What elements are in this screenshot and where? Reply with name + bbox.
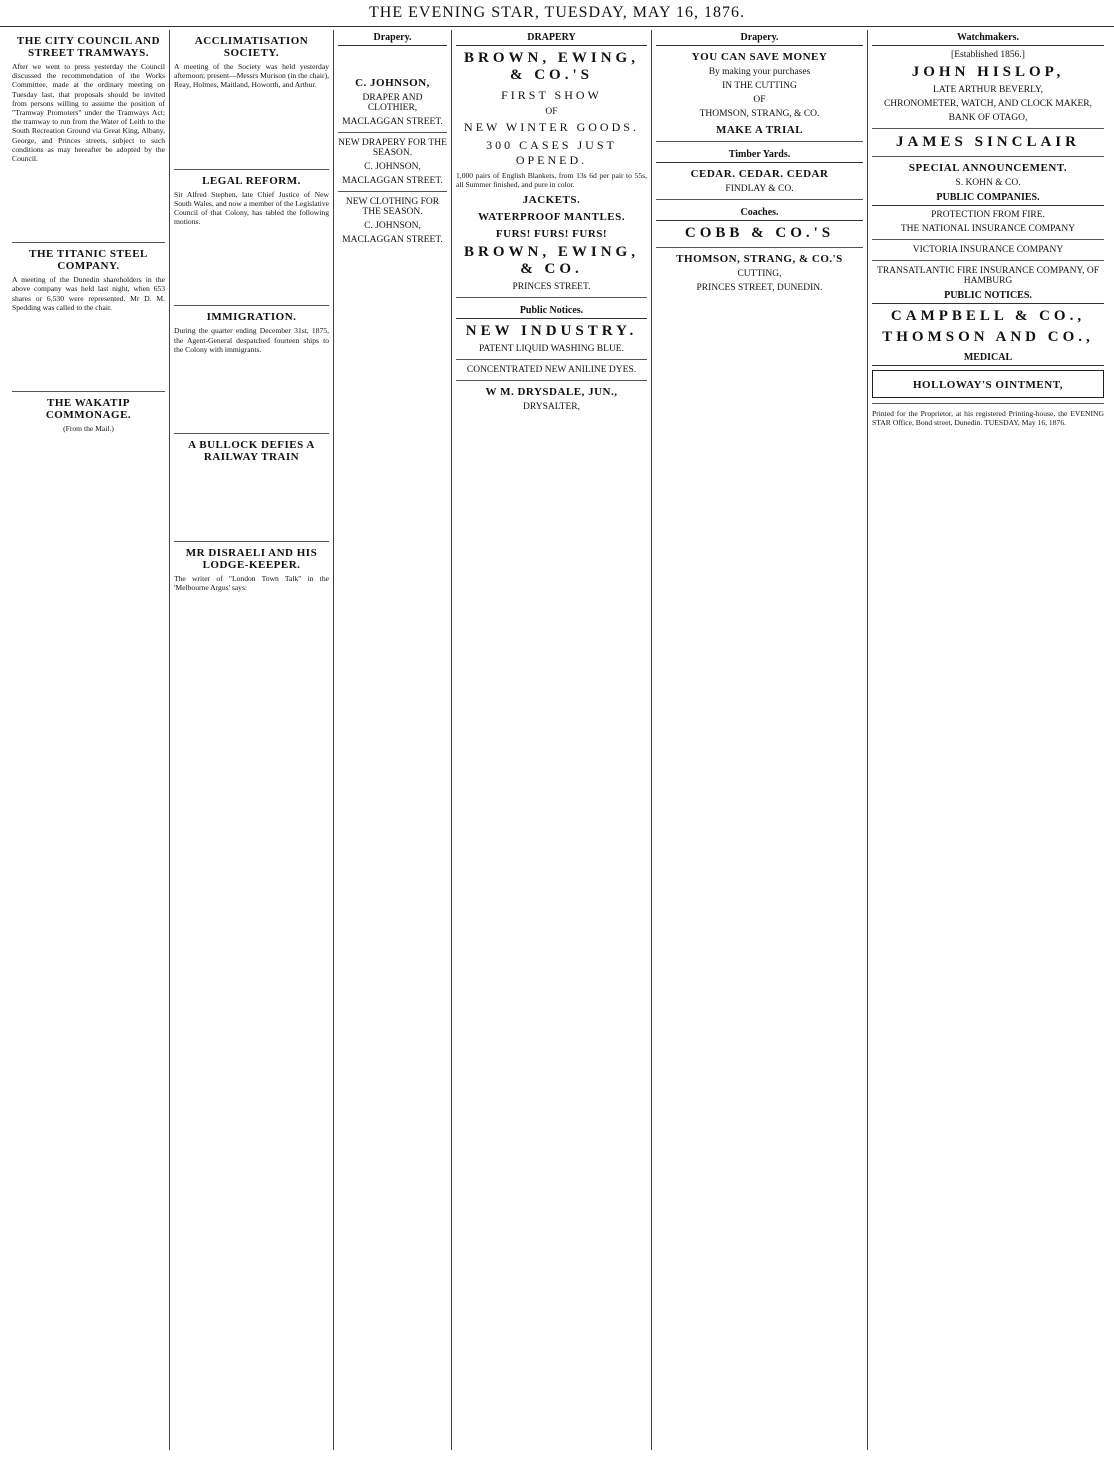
ad-subtitle: FIRST SHOW <box>501 88 602 102</box>
ad-heading: YOU CAN SAVE MONEY <box>691 51 828 63</box>
ad-address: MACLAGGAN STREET. <box>342 117 443 127</box>
ad-firm: THOMSON, STRANG, & CO.'S <box>676 253 843 265</box>
section-header: MEDICAL <box>872 350 1104 366</box>
article-heading: ACCLIMATISATION SOCIETY. <box>194 35 309 59</box>
column-5 <box>652 30 868 1450</box>
ad-firm: S. KOHN & CO. <box>955 178 1021 188</box>
ad-heading: FURS! FURS! FURS! <box>495 228 608 241</box>
ad-title: NEW DRAPERY FOR THE SEASON. <box>338 138 447 158</box>
ad-heading: HOLLOWAY'S OINTMENT, <box>913 379 1063 391</box>
section-header: PUBLIC NOTICES. <box>872 288 1104 304</box>
ad-text: By making your purchases <box>708 67 811 77</box>
section-header: Coaches. <box>656 205 863 221</box>
article-heading: THE WAKATIP COMMONAGE. <box>45 397 132 422</box>
ad-text: OF <box>753 95 766 105</box>
ad-brand: COBB & CO.'S <box>684 225 835 241</box>
ad-heading: TRANSATLANTIC FIRE INSURANCE COMPANY, OF HAMBURG <box>877 266 1099 286</box>
ad-cases: 300 CASES JUST OPENED. <box>486 138 617 167</box>
ad-heading: PATENT LIQUID WASHING BLUE. <box>479 344 624 355</box>
ad-trade: DRYSALTER, <box>523 402 580 413</box>
article-text: During the quarter ending December 31st, 1875, the Agent-General despatched fourteen ships to the Colony with immigrants. <box>174 326 329 354</box>
ad-heading: NEW INDUSTRY. <box>465 323 638 340</box>
article-heading: IMMIGRATION. <box>206 311 297 324</box>
section-header: DRAPERY <box>456 30 647 46</box>
ad-heading: CEDAR. CEDAR. CEDAR <box>690 168 829 180</box>
column-3 <box>334 30 452 1450</box>
ad-subtitle: C. JOHNSON, <box>364 162 421 172</box>
ad-address: MACLAGGAN STREET. <box>342 176 443 186</box>
section-header: Timber Yards. <box>656 147 863 163</box>
ad-brand: THOMSON AND CO., <box>882 329 1094 345</box>
column-4 <box>452 30 652 1450</box>
ad-seller: W M. DRYSDALE, JUN., <box>485 386 618 399</box>
ad-trade: CHRONOMETER, WATCH, AND CLOCK MAKER, <box>883 99 1093 109</box>
ad-heading: WATERPROOF MANTLES. <box>477 211 625 224</box>
ad-address: PRINCES STREET. <box>512 282 591 293</box>
ad-brand: CAMPBELL & CO., <box>890 308 1086 324</box>
article-text: A meeting of the Society was held yesterday afternoon; present—Messrs Murison (in the chair), Reay, Holmes, Maitland, Howorth, and Arthur. <box>174 62 329 90</box>
column-2 <box>170 30 334 1450</box>
ad-heading: THE NATIONAL INSURANCE COMPANY <box>900 224 1076 234</box>
ad-brand: JAMES SINCLAIR <box>896 134 1080 150</box>
section-header: Public Notices. <box>456 303 647 319</box>
ad-address: MACLAGGAN STREET. <box>342 235 443 245</box>
ad-address: BANK OF OTAGO, <box>948 113 1028 123</box>
page-columns <box>8 30 1108 1450</box>
ad-brand: BROWN, EWING, & CO.'S <box>464 50 639 83</box>
article-heading: A BULLOCK DEFIES A RAILWAY TRAIN <box>188 439 315 464</box>
ad-brand: BROWN, EWING, & CO. <box>464 244 639 278</box>
ad-address: PRINCES STREET, DUNEDIN. <box>696 283 823 293</box>
ad-heading: VICTORIA INSURANCE COMPANY <box>912 245 1064 255</box>
ad-heading: PROTECTION FROM FIRE. <box>931 210 1045 220</box>
ad-brand: JOHN HISLOP, <box>911 64 1065 80</box>
ad-subtitle: C. JOHNSON, <box>364 221 421 231</box>
ad-heading: MAKE A TRIAL <box>715 124 804 136</box>
article-text: The writer of "London Town Talk" in the 'Melbourne Argus' says: <box>174 574 329 593</box>
ad-heading: SPECIAL ANNOUNCEMENT. <box>908 162 1068 174</box>
ad-text: CUTTING, <box>737 269 782 279</box>
ad-heading: CONCENTRATED NEW ANILINE DYES. <box>466 365 637 376</box>
article-heading: THE TITANIC STEEL COMPANY. <box>29 248 148 273</box>
article-text: After we went to press yesterday the Council discussed the recommendation of the Works Committee, made at the ordinary meeting on Tuesday last, that proposals should be invited from persons willing to assume the position of "Tramway Promoters" under the Tramways Act; the tramway to run from the Water of Leith to the South Recreation Ground via Great King, Albany, George, and Princes streets, subject to such conditions as may hereafter be adopted by the Council. <box>12 62 165 164</box>
ad-text: IN THE CUTTING <box>722 81 797 91</box>
printer-imprint: Printed for the Proprietor, at his registered Printing-house, the EVENING STAR Office, Bond street, Dunedin. TUESDAY, May 16, 1876. <box>872 409 1104 428</box>
section-header: Drapery. <box>656 30 863 46</box>
article-source: (From the Mail.) <box>63 424 114 434</box>
column-1 <box>8 30 170 1450</box>
column-6 <box>868 30 1108 1450</box>
ad-title: C. JOHNSON, <box>355 77 430 89</box>
section-header: PUBLIC COMPANIES. <box>872 190 1104 206</box>
masthead <box>0 0 1114 27</box>
ad-subtitle: DRAPER AND CLOTHIER, <box>362 93 423 113</box>
ad-text: 1,000 pairs of English Blankets, from 13s 6d per pair to 55s, all Summer finished, and pure in color. <box>456 171 647 190</box>
ad-text: OF <box>545 107 558 117</box>
ad-heading: JACKETS. <box>522 194 581 207</box>
ad-goods: NEW WINTER GOODS. <box>464 120 639 134</box>
article-heading: THE CITY COUNCIL AND STREET TRAMWAYS. <box>16 35 161 59</box>
section-header: Watchmakers. <box>872 30 1104 46</box>
newspaper-title: THE EVENING STAR, TUESDAY, MAY 16, 1876. <box>369 4 745 21</box>
ad-firm: FINDLAY & CO. <box>725 184 794 194</box>
ad-text: LATE ARTHUR BEVERLY, <box>933 85 1043 95</box>
article-text: A meeting of the Dunedin shareholders in the above company was held last night, when 653 shares or 6,530 were represented. Mr D. M. Spedding was called to the chair. <box>12 275 165 312</box>
article-heading: MR DISRAELI AND HIS LODGE-KEEPER. <box>185 547 318 572</box>
article-text: Sir Alfred Stephen, late Chief Justice of New South Wales, and now a member of the Legislative Council of that Colony, has tabled the following motions. <box>174 189 329 227</box>
section-header: Drapery. <box>338 30 447 46</box>
article-heading: LEGAL REFORM. <box>202 174 301 187</box>
ad-title: NEW CLOTHING FOR THE SEASON. <box>345 197 440 217</box>
ad-text: [Established 1856.] <box>951 50 1025 60</box>
ad-firm: THOMSON, STRANG, & CO. <box>699 109 820 119</box>
